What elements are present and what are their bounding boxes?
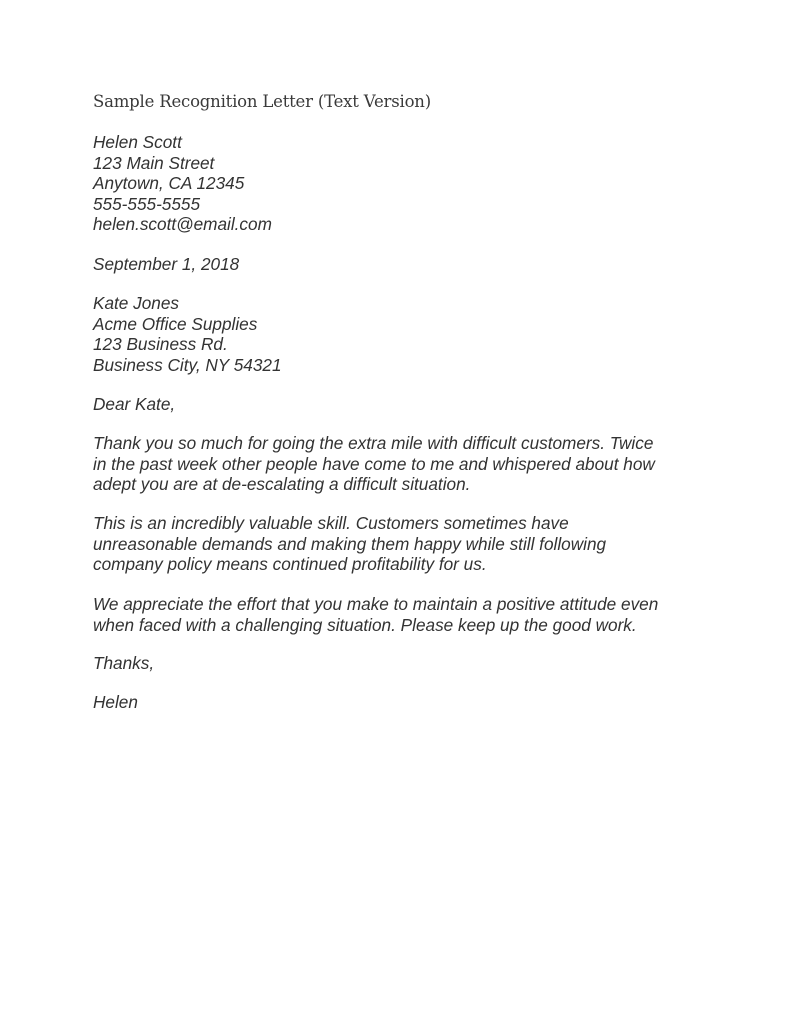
paragraph-line: unreasonable demands and making them happy while still following: [93, 533, 607, 554]
paragraph-line: We appreciate the effort that you make to maintain a positive attitude even: [93, 594, 659, 614]
sender-street: 123 Main Street: [93, 152, 215, 173]
paragraph-line: in the past week other people have come to me and whispered about how: [93, 453, 655, 474]
letter-date: [93, 254, 239, 275]
body-paragraph-2: [93, 513, 606, 575]
sender-city-state-zip: Anytown, CA 12345: [93, 173, 245, 193]
sender-name: Helen Scott: [93, 132, 182, 152]
salutation: [93, 394, 175, 415]
recipient-city-state-zip: Business City, NY 54321: [93, 354, 282, 375]
document-title: Sample Recognition Letter (Text Version): [93, 92, 431, 111]
closing-text: Thanks,: [93, 653, 155, 673]
paragraph-line: This is an incredibly valuable skill. Customers sometimes have: [93, 513, 569, 533]
salutation-text: Dear Kate,: [93, 394, 176, 414]
body-paragraph-3: [93, 594, 658, 635]
paragraph-line: when faced with a challenging situation. Please keep up the good work.: [93, 614, 637, 635]
paragraph-line: company policy means continued profitability for us.: [93, 554, 487, 574]
recipient-company: Acme Office Supplies: [93, 313, 258, 334]
sender-address-block: [93, 132, 272, 235]
date-text: September 1, 2018: [93, 254, 240, 274]
sender-email: helen.scott@email.com: [93, 214, 272, 234]
recipient-name: Kate Jones: [93, 293, 179, 313]
recipient-address-block: [93, 293, 282, 375]
paragraph-line: Thank you so much for going the extra mile with difficult customers. Twice: [93, 433, 654, 453]
closing: [93, 653, 154, 674]
signature: [93, 692, 138, 713]
recipient-street: 123 Business Rd.: [93, 334, 228, 354]
body-paragraph-1: [93, 433, 655, 495]
sender-phone: 555-555-5555: [93, 193, 201, 214]
paragraph-line: adept you are at de-escalating a difficult situation.: [93, 474, 471, 494]
signature-text: Helen: [93, 692, 138, 712]
